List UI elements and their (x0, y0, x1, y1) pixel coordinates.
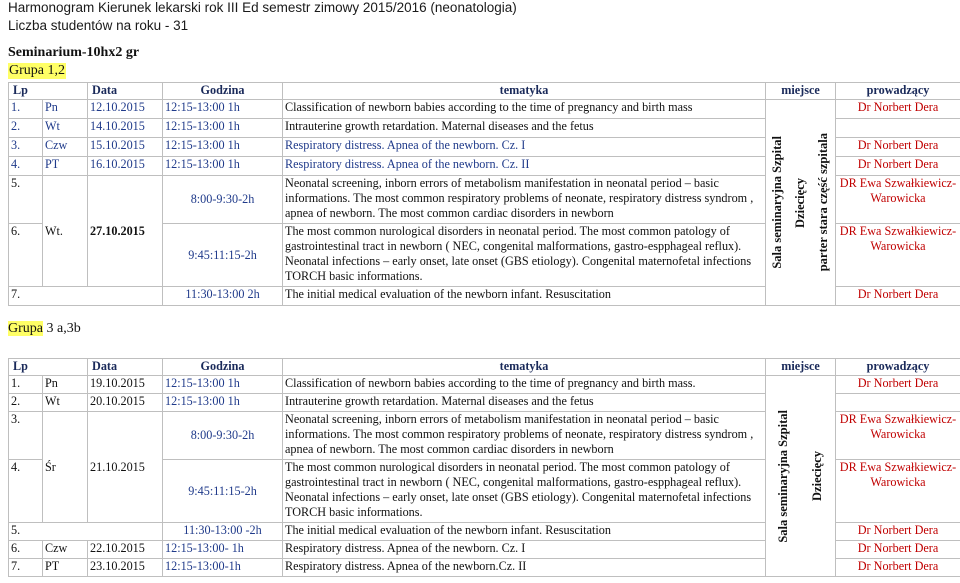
group-2-word: Grupa (8, 321, 43, 336)
lp-cell: 1. (9, 376, 43, 394)
time-cell: 12:15-13:00 1h (163, 119, 283, 138)
lecturer-cell: Dr Norbert Dera (836, 559, 960, 577)
lp-cell: 4. (9, 460, 43, 523)
date-cell: 14.10.2015 (88, 119, 163, 138)
col-data: Data (88, 83, 163, 100)
date-cell: 23.10.2015 (88, 559, 163, 577)
lecturer-cell: Dr Norbert Dera (836, 100, 960, 119)
time-cell: 9:45:11:15-2h (163, 460, 283, 523)
topic-cell: Respiratory distress. Apnea of the newborn. Cz. I (283, 541, 766, 559)
group-2-number: 3 a,3b (43, 321, 81, 336)
topic-cell: The most common nurological disorders in neonatal period. The most common patology of gastrointestinal tract in newborn ( NEC, congenital malformations, gastro-espphageal reflux). Neonatal infections – early onset, late onset (GBS etiology). Congenital maternofetal infections TORCH basic informations. (283, 224, 766, 287)
lp-cell: 7. (9, 287, 163, 306)
place-cell (766, 376, 836, 577)
lecturer-cell: DR Ewa Szwałkiewicz-Warowicka (836, 224, 960, 287)
lp-cell: 6. (9, 224, 43, 287)
date-cell: 22.10.2015 (88, 541, 163, 559)
lp-cell: 5. (9, 523, 163, 541)
col-data: Data (88, 359, 163, 376)
time-cell: 12:15-13:00 1h (163, 376, 283, 394)
day-cell: Wt. (43, 176, 88, 287)
lp-cell: 6. (9, 541, 43, 559)
topic-cell: Classification of newborn babies according to the time of pregnancy and birth mass (283, 100, 766, 119)
col-lp: Lp (9, 83, 88, 100)
place-line-1: Sala seminaryjna Szpital (775, 409, 790, 543)
date-cell: 27.10.2015 (88, 176, 163, 287)
document-title: Harmonogram Kierunek lekarski rok III Ed semestr zimowy 2015/2016 (neonatologia) (8, 0, 517, 15)
lp-cell: 2. (9, 394, 43, 412)
date-cell: 12.10.2015 (88, 100, 163, 119)
topic-cell: The initial medical evaluation of the newborn infant. Resuscitation (283, 523, 766, 541)
col-miejsce: miejsce (766, 83, 836, 100)
lecturer-cell: Dr Norbert Dera (836, 541, 960, 559)
col-miejsce: miejsce (766, 359, 836, 376)
lecturer-cell: DR Ewa Szwałkiewicz-Warowicka (836, 412, 960, 460)
time-cell: 12:15-13:00 1h (163, 394, 283, 412)
lp-cell: 2. (9, 119, 43, 138)
topic-cell: Classification of newborn babies according to the time of pregnancy and birth mass. (283, 376, 766, 394)
day-cell: PT (43, 559, 88, 577)
group-1-label: Grupa 1,2 (9, 63, 65, 78)
place-line-2: Dziecięcy (793, 177, 808, 228)
time-cell: 9:45:11:15-2h (163, 224, 283, 287)
schedule-table-group-1 (8, 82, 960, 306)
col-godzina: Godzina (163, 359, 283, 376)
lecturer-cell: Dr Norbert Dera (836, 523, 960, 541)
topic-cell: Respiratory distress. Apnea of the newborn. Cz. II (283, 157, 766, 176)
topic-cell: Neonatal screening, inborn errors of metabolism manifestation in neonatal period – basic informations. The most common respiratory problems of neonate, respiratory distress syndrom , apnea of newborn. The most common cardiac disorders in newborn (283, 412, 766, 460)
lecturer-cell: Dr Norbert Dera (836, 138, 960, 157)
place-cell (766, 100, 836, 306)
date-cell: 19.10.2015 (88, 376, 163, 394)
day-cell: PT (43, 157, 88, 176)
topic-cell: The most common nurological disorders in neonatal period. The most common patology of gastrointestinal tract in newborn ( NEC, congenital malformations, gastro-espphageal reflux). Neonatal infections – early onset, late onset (GBS etiology). Congenital maternofetal infections TORCH basic informations. (283, 460, 766, 523)
topic-cell: Respiratory distress. Apnea of the newborn.Cz. II (283, 559, 766, 577)
col-tematyka: tematyka (283, 359, 766, 376)
lecturer-cell: Dr Norbert Dera (836, 376, 960, 394)
topic-cell: Intrauterine growth retardation. Maternal diseases and the fetus (283, 119, 766, 138)
date-cell: 16.10.2015 (88, 157, 163, 176)
lecturer-cell (836, 119, 960, 138)
group-2-label (8, 321, 81, 337)
lecturer-cell: DR Ewa Szwałkiewicz-Warowicka (836, 460, 960, 523)
topic-cell: Neonatal screening, inborn errors of metabolism manifestation in neonatal period – basic informations. The most common respiratory problems of neonate, respiratory distress syndrom , apnea of newborn. The most common cardiac disorders in newborn (283, 176, 766, 224)
col-prowadzacy: prowadzący (836, 359, 960, 376)
lp-cell: 4. (9, 157, 43, 176)
lp-cell: 3. (9, 412, 43, 460)
date-cell: 21.10.2015 (88, 412, 163, 523)
day-cell: Wt (43, 119, 88, 138)
date-cell: 20.10.2015 (88, 394, 163, 412)
lecturer-cell (836, 394, 960, 412)
time-cell: 12:15-13:00 1h (163, 138, 283, 157)
col-tematyka: tematyka (283, 83, 766, 100)
col-godzina: Godzina (163, 83, 283, 100)
time-cell: 12:15-13:00-1h (163, 559, 283, 577)
lp-cell: 1. (9, 100, 43, 119)
day-cell: Pn (43, 376, 88, 394)
lp-cell: 5. (9, 176, 43, 224)
topic-cell: The initial medical evaluation of the newborn infant. Resuscitation (283, 287, 766, 306)
time-cell: 8:00-9:30-2h (163, 412, 283, 460)
lecturer-cell: Dr Norbert Dera (836, 157, 960, 176)
schedule-table-group-2 (8, 358, 960, 577)
topic-cell: Respiratory distress. Apnea of the newborn. Cz. I (283, 138, 766, 157)
student-count: Liczba studentów na roku - 31 (8, 18, 189, 33)
time-cell: 8:00-9:30-2h (163, 176, 283, 224)
lp-cell: 3. (9, 138, 43, 157)
lecturer-cell: DR Ewa Szwałkiewicz-Warowicka (836, 176, 960, 224)
table-row (9, 376, 960, 394)
date-cell: 15.10.2015 (88, 138, 163, 157)
day-cell: Czw (43, 138, 88, 157)
seminar-heading: Seminarium-10hx2 gr (8, 45, 140, 60)
time-cell: 11:30-13:00 2h (163, 287, 283, 306)
day-cell: Śr (43, 412, 88, 523)
col-prowadzacy: prowadzący (836, 83, 960, 100)
time-cell: 12:15-13:00- 1h (163, 541, 283, 559)
table-header-row (9, 359, 960, 376)
lp-cell: 7. (9, 559, 43, 577)
topic-cell: Intrauterine growth retardation. Maternal diseases and the fetus (283, 394, 766, 412)
time-cell: 11:30-13:00 -2h (163, 523, 283, 541)
col-lp: Lp (9, 359, 88, 376)
day-cell: Pn (43, 100, 88, 119)
lecturer-cell: Dr Norbert Dera (836, 287, 960, 306)
table-header-row (9, 83, 960, 100)
day-cell: Czw (43, 541, 88, 559)
day-cell: Wt (43, 394, 88, 412)
place-line-1: Sala seminaryjna Szpital (770, 136, 785, 269)
time-cell: 12:15-13:00 1h (163, 157, 283, 176)
time-cell: 12:15-13:00 1h (163, 100, 283, 119)
place-line-3: parter stara część szpitala (816, 133, 831, 272)
place-line-2: Dziecięcy (810, 451, 825, 501)
table-row (9, 100, 960, 119)
